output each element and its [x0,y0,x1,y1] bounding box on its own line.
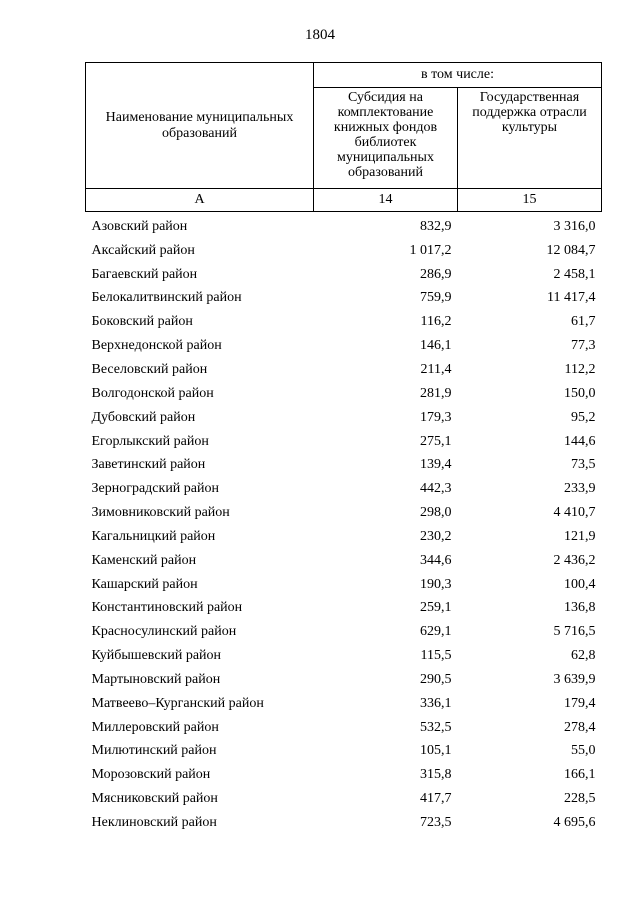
header-culture-support: Государственная поддержка отрасли культуры [458,88,602,189]
table-row [86,525,602,549]
row-value-15: 166,1 [564,767,596,783]
header-index-15: 15 [458,189,602,212]
row-value-14: 532,5 [420,719,452,735]
row-value-15: 12 084,7 [546,242,596,258]
row-name: Куйбышевский район [91,648,222,664]
table-row [86,406,602,430]
row-value-15: 11 417,4 [547,290,596,306]
row-value-15: 55,0 [571,743,596,759]
row-value-14: 105,1 [420,743,452,759]
row-name: Милютинский район [91,743,217,759]
row-name: Мартыновский район [91,671,221,687]
table-row [86,644,602,668]
table-row [86,620,602,644]
table-row [86,212,602,239]
table-row [86,668,602,692]
table-row [86,549,602,573]
row-value-14: 629,1 [420,624,452,640]
row-name: Мясниковский район [91,791,218,807]
row-value-15: 228,5 [564,791,596,807]
row-value-14: 275,1 [420,433,452,449]
table-row [86,501,602,525]
row-value-15: 150,0 [564,385,596,401]
row-value-14: 344,6 [420,552,452,568]
row-value-14: 211,4 [420,361,452,377]
row-value-14: 179,3 [420,409,452,425]
row-value-15: 62,8 [571,648,596,664]
row-name: Азовский район [91,218,188,234]
row-value-15: 4 410,7 [553,505,596,521]
table-row [86,239,602,263]
table-row [86,787,602,811]
table-row [86,453,602,477]
table-row [86,310,602,334]
row-value-14: 281,9 [420,385,452,401]
table-row [86,287,602,311]
row-value-15: 233,9 [564,481,596,497]
row-value-15: 112,2 [564,361,596,377]
budget-table [85,62,602,835]
row-value-15: 179,4 [564,695,596,711]
header-index-14: 14 [314,189,458,212]
row-value-14: 259,1 [420,600,452,616]
row-name: Аксайский район [91,242,195,258]
row-value-14: 1 017,2 [409,242,452,258]
row-value-14: 290,5 [420,671,452,687]
row-name: Морозовский район [91,767,211,783]
row-value-14: 115,5 [420,648,452,664]
table-row [86,263,602,287]
row-value-14: 315,8 [420,767,452,783]
row-name: Верхнедонской район [91,338,222,354]
row-value-14: 230,2 [420,528,452,544]
header-index-name: А [86,189,314,212]
row-name: Багаевский район [91,266,198,282]
row-value-15: 73,5 [571,457,596,473]
table-row [86,382,602,406]
row-value-15: 2 436,2 [553,552,596,568]
row-value-15: 2 458,1 [553,266,596,282]
row-value-15: 77,3 [571,338,596,354]
row-name: Веселовский район [91,361,208,377]
row-name: Красносулинский район [91,624,237,640]
row-value-14: 417,7 [420,791,452,807]
row-value-14: 139,4 [420,457,452,473]
table-row [86,716,602,740]
row-value-15: 121,9 [564,528,596,544]
row-value-14: 832,9 [420,218,452,234]
page-number: 1804 [305,27,335,43]
row-value-14: 116,2 [420,314,452,330]
row-name: Заветинский район [91,457,206,473]
header-municipality-name-text: Наименование муниципальных образований [105,109,294,141]
table-row [86,430,602,454]
table-body [86,212,602,835]
row-value-15: 136,8 [564,600,596,616]
table-row [86,358,602,382]
table-header [86,63,602,212]
row-name: Матвеево–Курганский район [91,695,264,711]
row-value-14: 723,5 [420,815,452,831]
row-name: Боковский район [91,314,193,330]
row-value-15: 3 639,9 [553,671,596,687]
row-name: Белокалитвинский район [91,290,242,306]
header-including: в том числе: [314,63,602,88]
table-row [86,334,602,358]
row-value-15: 95,2 [571,409,596,425]
row-value-14: 286,9 [420,266,452,282]
row-value-15: 5 716,5 [553,624,596,640]
row-name: Константиновский район [91,600,243,616]
row-name: Зимовниковский район [91,505,230,521]
header-library-subsidy: Субсидия на комплектование книжных фондов библиотек муниципальных образований [314,88,458,189]
row-value-14: 442,3 [420,481,452,497]
row-value-15: 61,7 [571,314,596,330]
row-value-14: 759,9 [420,290,452,306]
row-name: Волгодонской район [91,385,214,401]
row-value-15: 100,4 [564,576,596,592]
row-value-14: 298,0 [420,505,452,521]
header-municipality-name [86,63,314,189]
row-value-15: 4 695,6 [553,815,596,831]
row-value-14: 190,3 [420,576,452,592]
table-row [86,573,602,597]
row-value-14: 146,1 [420,338,452,354]
row-name: Каменский район [91,552,197,568]
row-value-14: 336,1 [420,695,452,711]
row-value-15: 278,4 [564,719,596,735]
row-name: Егорлыкский район [91,433,209,449]
row-name: Дубовский район [91,409,196,425]
row-value-15: 144,6 [564,433,596,449]
table-row [86,740,602,764]
row-name: Кашарский район [91,576,198,592]
table-row [86,692,602,716]
table-row [86,763,602,787]
row-name: Зерноградский район [91,481,219,497]
table-row [86,811,602,835]
table-row [86,597,602,621]
table-row [86,477,602,501]
row-name: Неклиновский район [91,815,217,831]
row-name: Миллеровский район [91,719,219,735]
row-value-15: 3 316,0 [553,218,596,234]
row-name: Кагальницкий район [91,528,216,544]
